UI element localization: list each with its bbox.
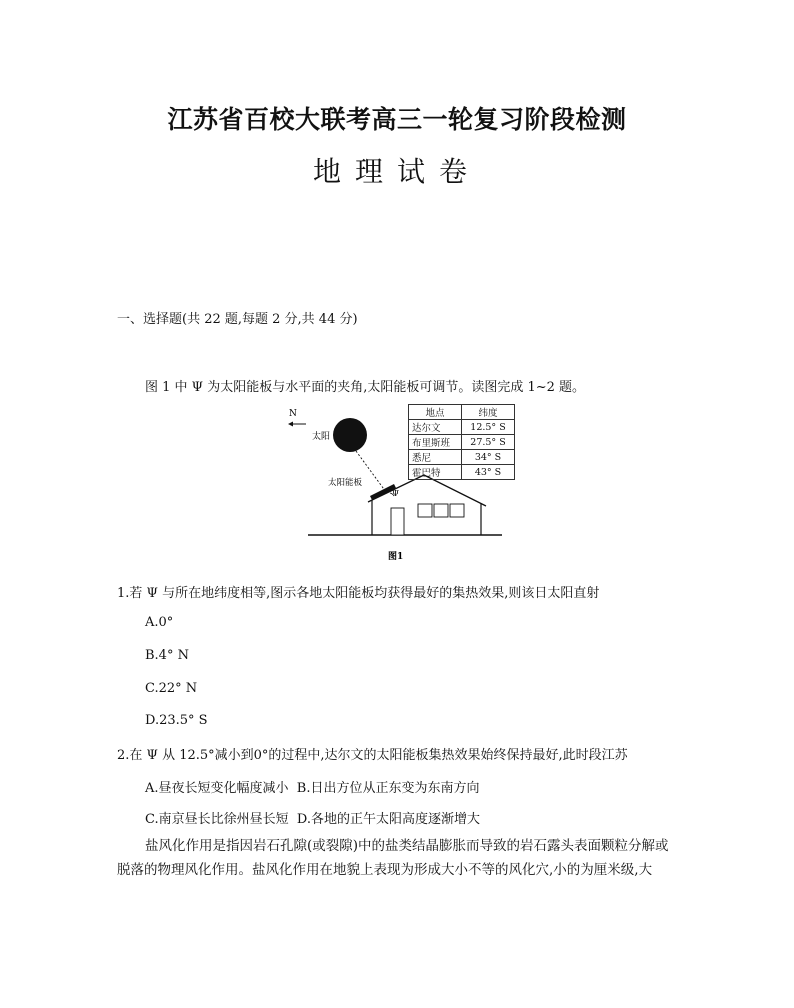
reading-passage: 盐风化作用是指因岩石孔隙(或裂隙)中的盐类结晶膨胀而导致的岩石露头表面颗粒分解或脱落的物理风化作用。盐风化作用在地貌上表现为形成大小不等的风化穴,小的为厘米级,大 (117, 838, 669, 878)
page-title: 江苏省百校大联考高三一轮复习阶段检测 (167, 105, 627, 134)
house-window (450, 504, 464, 517)
question-1-stem: 1.若 Ψ 与所在地纬度相等,图示各地太阳能板均获得最好的集热效果,则该日太阳直射 (117, 586, 600, 601)
table-cell-place: 达尔文 (409, 420, 462, 435)
question-1-option-a: A.0° (145, 615, 174, 630)
panel-label: 太阳能板 (328, 478, 363, 488)
section-heading: 一、选择题(共 22 题,每题 2 分,共 44 分) (117, 312, 358, 327)
north-label: N (289, 409, 297, 419)
table-cell-place: 布里斯班 (409, 435, 462, 450)
table-header-cell: 地点 (409, 405, 462, 420)
table-row (409, 420, 515, 435)
table-cell-latitude: 43° S (462, 465, 515, 480)
house-window (434, 504, 448, 517)
table-header-row (409, 405, 515, 420)
sun-label: 太阳 (312, 432, 331, 442)
question-1-option-d: D.23.5° S (145, 713, 208, 728)
table-cell-latitude: 27.5° S (462, 435, 515, 450)
question-2-stem: 2.在 Ψ 从 12.5°减小到0°的过程中,达尔文的太阳能板集热效果始终保持最好,此时段江苏 (117, 748, 628, 763)
figure-caption: 图1 (388, 552, 404, 562)
table-cell-latitude: 12.5° S (462, 420, 515, 435)
north-arrow-head (288, 422, 293, 427)
table-cell-place: 悉尼 (409, 450, 462, 465)
house-window (418, 504, 432, 517)
angle-symbol: Ψ (392, 489, 400, 498)
house-door (391, 508, 404, 535)
latitude-table (408, 404, 515, 480)
question-1-option-c: C.22° N (145, 681, 198, 696)
question-2-options-ab: A.昼夜长短变化幅度减小 B.日出方位从正东变为东南方向 (145, 781, 480, 796)
question-1-option-b: B.4° N (145, 648, 189, 663)
table-cell-place: 霍巴特 (409, 465, 462, 480)
figure-intro: 图 1 中 Ψ 为太阳能板与水平面的夹角,太阳能板可调节。读图完成 1~2 题。 (145, 380, 586, 395)
table-row (409, 450, 515, 465)
page-subtitle: 地理试卷 (312, 155, 481, 188)
table-header-cell: 纬度 (462, 405, 515, 420)
table-cell-latitude: 34° S (462, 450, 515, 465)
table-row (409, 465, 515, 480)
sun-icon (333, 418, 367, 452)
table-row (409, 435, 515, 450)
question-2-options-cd: C.南京昼长比徐州昼长短 D.各地的正午太阳高度逐渐增大 (145, 812, 480, 827)
